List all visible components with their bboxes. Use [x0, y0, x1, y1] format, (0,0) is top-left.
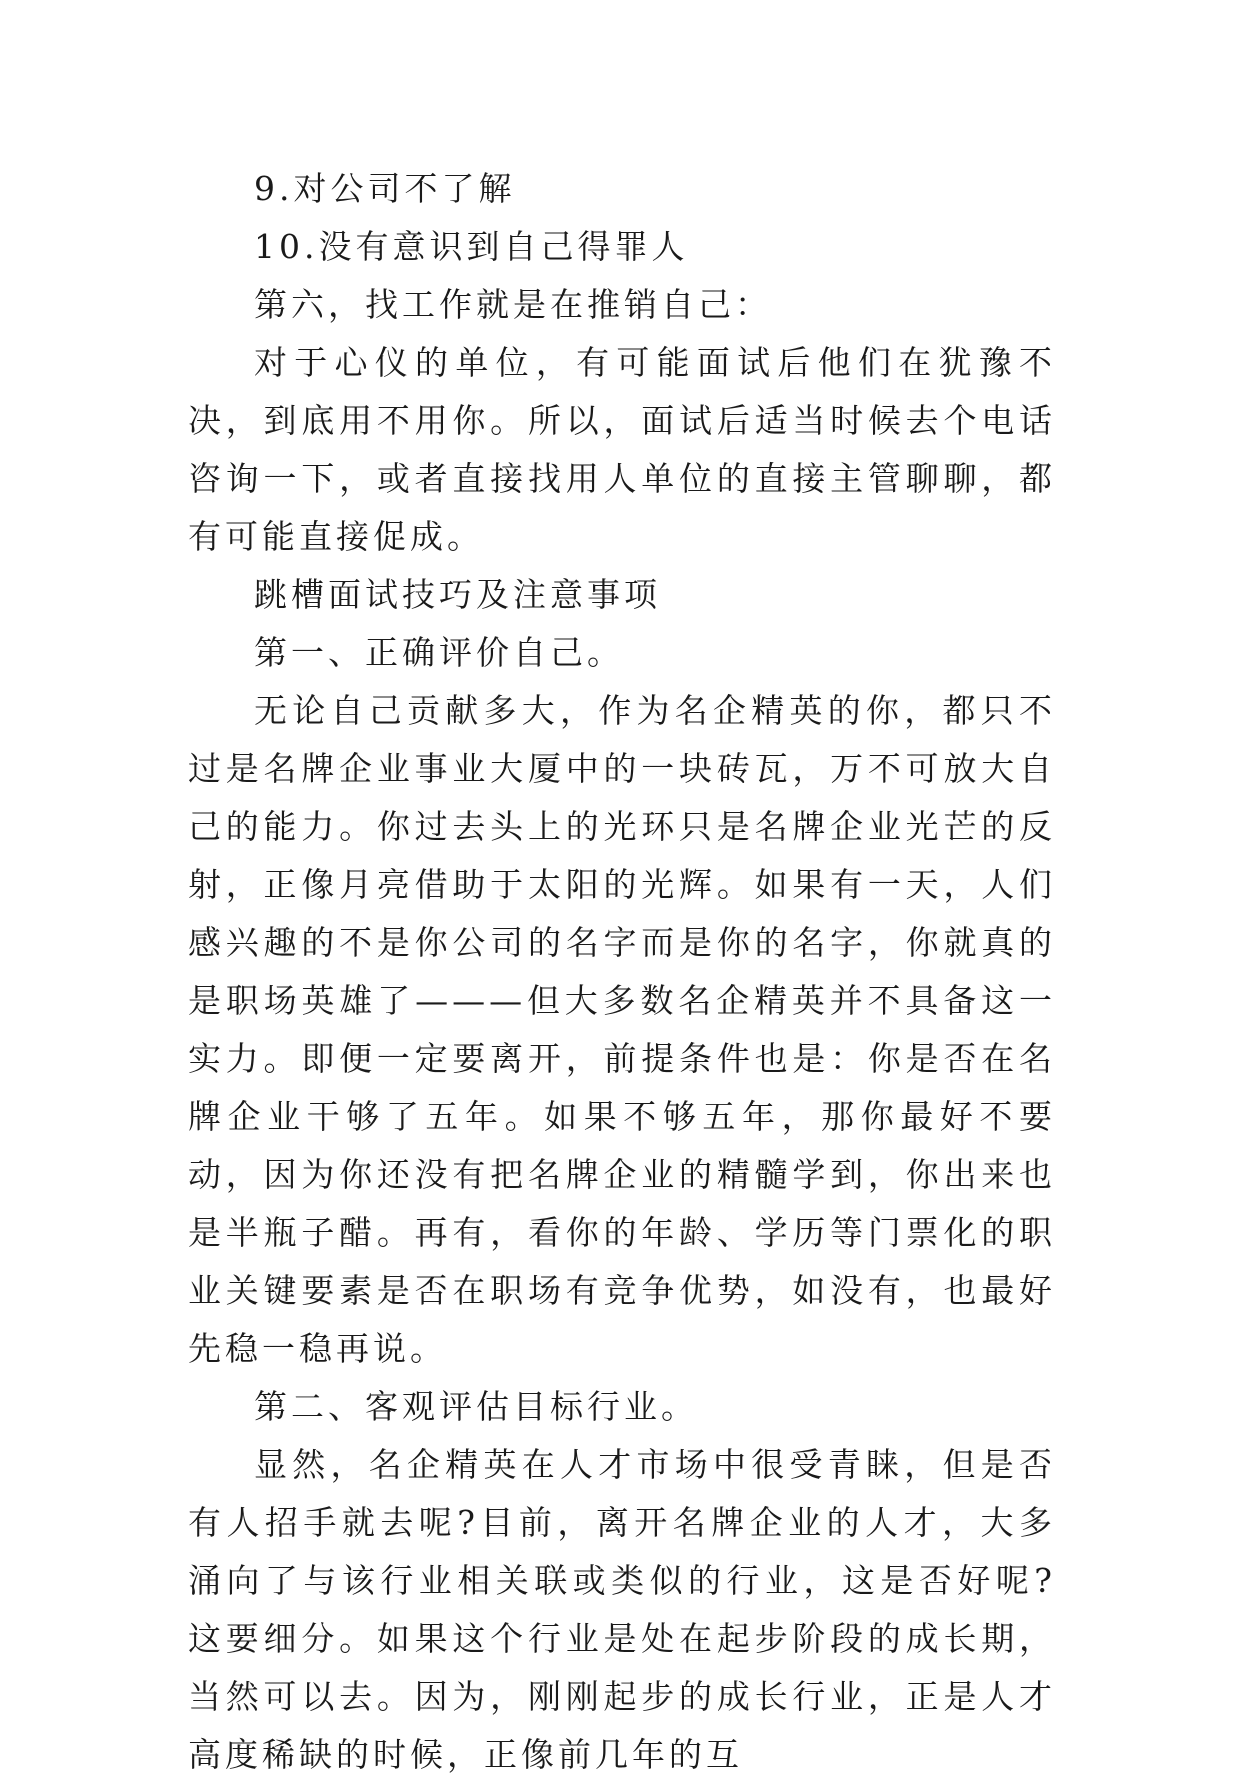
paragraph-title: 跳槽面试技巧及注意事项: [254, 575, 661, 614]
document-body: [188, 160, 1056, 1784]
paragraph-section-heading-2: 第二、客观评估目标行业。: [254, 1387, 698, 1426]
paragraph-section-heading-1: 第一、正确评价自己。: [254, 633, 624, 672]
paragraph-list-item-10: 10.没有意识到自己得罪人: [254, 227, 689, 266]
paragraph-body: 无论自己贡献多大，作为名企精英的你，都只不过是名牌企业事业大厦中的一块砖瓦，万不可放大自己的能力。你过去头上的光环只是名牌企业光芒的反射，正像月亮借助于太阳的光辉。如果有一天，人们感兴趣的不是你公司的名字而是你的名字，你就真的是职场英雄了———但大多数名企精英并不具备这一实力。即便一定要离开，前提条件也是：你是否在名牌企业干够了五年。如果不够五年，那你最好不要动，因为你还没有把名牌企业的精髓学到，你出来也是半瓶子醋。再有，看你的年龄、学历等门票化的职业关键要素是否在职场有竞争优势，如没有，也最好先稳一稳再说。: [188, 691, 1056, 1368]
paragraph-body: 显然，名企精英在人才市场中很受青睐，但是否有人招手就去呢?目前，离开名牌企业的人才，大多涌向了与该行业相关联或类似的行业，这是否好呢?这要细分。如果这个行业是处在起步阶段的成长期，当然可以去。因为，刚刚起步的成长行业，正是人才高度稀缺的时候，正像前几年的互: [188, 1445, 1056, 1774]
paragraph-body: 对于心仪的单位，有可能面试后他们在犹豫不决，到底用不用你。所以，面试后适当时候去个电话咨询一下，或者直接找用人单位的直接主管聊聊，都有可能直接促成。: [188, 343, 1056, 556]
paragraph-list-item-9: 9.对公司不了解: [254, 169, 516, 208]
paragraph-section-heading-6: 第六，找工作就是在推销自己：: [254, 285, 772, 324]
